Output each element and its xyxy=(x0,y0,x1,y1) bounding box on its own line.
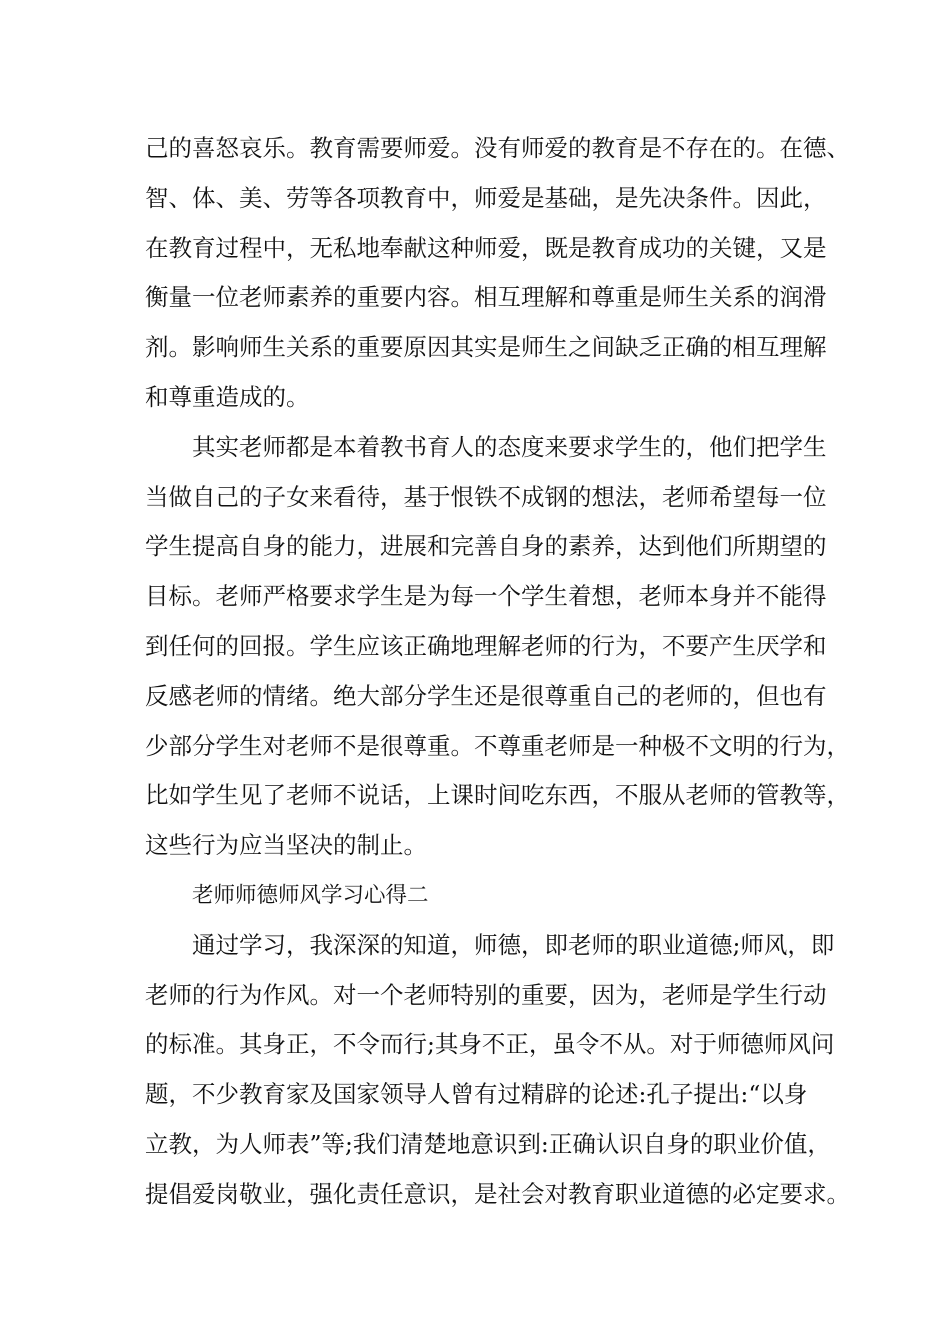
text-line: 提倡爱岗敬业，强化责任意识，是社会对教育职业道德的必定要求。 xyxy=(145,1179,850,1208)
text-line: 反感老师的情绪。绝大部分学生还是很尊重自己的老师的，但也有 xyxy=(145,681,827,710)
text-line: 衡量一位老师素养的重要内容。相互理解和尊重是师生关系的润滑 xyxy=(145,283,827,312)
text-line: 到任何的回报。学生应该正确地理解老师的行为，不要产生厌学和 xyxy=(145,631,827,660)
text-line: 在教育过程中，无私地奉献这种师爱，既是教育成功的关键，又是 xyxy=(145,233,827,262)
text-line: 通过学习，我深深的知道，师德，即老师的职业道德;师风，即 xyxy=(192,930,835,959)
text-line: 这些行为应当坚决的制止。 xyxy=(145,831,427,860)
text-line: 其实老师都是本着教书育人的态度来要求学生的，他们把学生 xyxy=(192,432,827,461)
paragraph-2 xyxy=(145,423,850,871)
text-line: 当做自己的子女来看待，基于恨铁不成钢的想法，老师希望每一位 xyxy=(145,482,827,511)
text-line: 立教，为人师表”等;我们清楚地意识到:正确认识自身的职业价值， xyxy=(145,1129,831,1158)
text-line: 比如学生见了老师不说话，上课时间吃东西，不服从老师的管教等， xyxy=(145,781,850,810)
paragraph-1 xyxy=(145,124,850,423)
heading-line: 老师师德师风学习心得二 xyxy=(192,882,429,908)
text-line: 题，不少教育家及国家领导人曾有过精辟的论述:孔子提出:“以身 xyxy=(145,1080,808,1109)
text-line: 剂。影响师生关系的重要原因其实是师生之间缺乏正确的相互理解 xyxy=(145,333,827,362)
text-line: 和尊重造成的。 xyxy=(145,382,310,411)
text-line: 智、体、美、劳等各项教育中，师爱是基础，是先决条件。因此， xyxy=(145,183,827,212)
section-heading xyxy=(145,871,825,921)
text-line: 学生提高自身的能力，进展和完善自身的素养，达到他们所期望的 xyxy=(145,532,827,561)
text-line: 己的喜怒哀乐。教育需要师爱。没有师爱的教育是不存在的。在德、 xyxy=(145,134,850,162)
document-body xyxy=(145,124,850,1220)
text-line: 老师的行为作风。对一个老师特别的重要，因为，老师是学生行动 xyxy=(145,980,827,1009)
text-line: 的标准。其身正，不令而行;其身不正，虽令不从。对于师德师风问 xyxy=(145,1030,835,1059)
text-line: 少部分学生对老师不是很尊重。不尊重老师是一种极不文明的行为， xyxy=(145,731,850,760)
text-line: 目标。老师严格要求学生是为每一个学生着想，老师本身并不能得 xyxy=(145,582,827,611)
paragraph-3 xyxy=(145,921,850,1220)
